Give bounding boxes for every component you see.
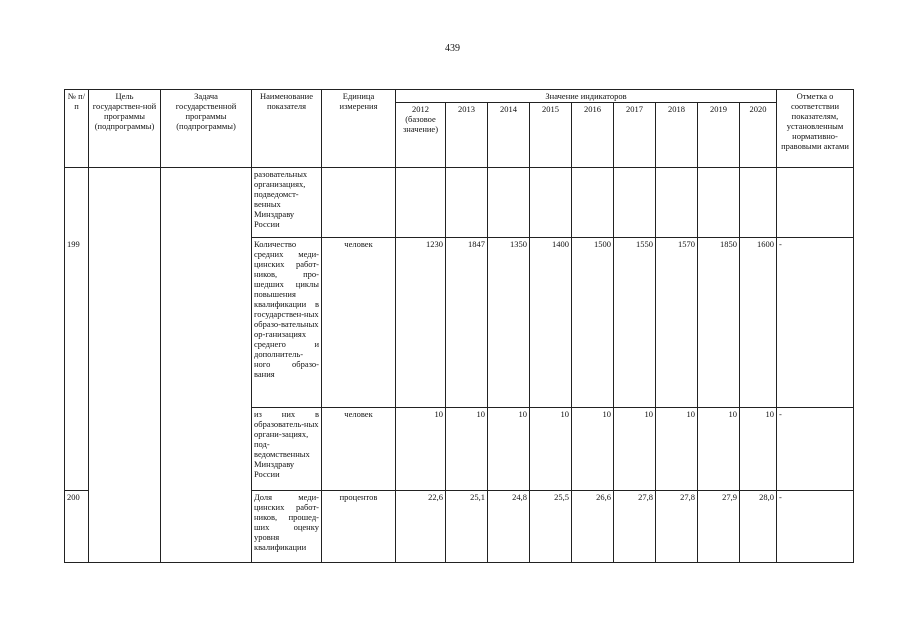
table-row [65,168,854,238]
unit-cell: человек [322,408,396,491]
value-cell: 1500 [572,238,614,408]
mark-cell [777,168,854,238]
header-year: 2019 [698,103,740,168]
value-cell: 10 [488,408,530,491]
header-year: 2020 [740,103,777,168]
value-cell [488,168,530,238]
header-unit: Единица измерения [322,90,396,168]
mark-cell: - [777,408,854,491]
indicators-table [64,89,854,563]
page-number: 439 [445,43,460,54]
value-cell: 10 [614,408,656,491]
value-cell: 1550 [614,238,656,408]
header-task: Задача государственной программы (подпрограммы) [161,90,252,168]
row-num [65,168,89,238]
value-cell: 10 [740,408,777,491]
value-cell: 1847 [446,238,488,408]
value-cell: 1230 [396,238,446,408]
indicator-name: Количество средних меди-цинских работ-ников, про-шедших циклы повышения квалификации в государствен-ных образо-вательных ор-ганизациях среднего и дополнитель-ного образо-вания [252,238,322,408]
value-cell [530,168,572,238]
header-year: 2018 [656,103,698,168]
header-year: 2013 [446,103,488,168]
mark-cell: - [777,238,854,408]
value-cell: 1850 [698,238,740,408]
value-cell: 1600 [740,238,777,408]
header-indicator: Наименование показателя [252,90,322,168]
value-cell [740,168,777,238]
value-cell: 26,6 [572,491,614,563]
value-cell: 1400 [530,238,572,408]
header-year: 2012 (базовое значение) [396,103,446,168]
value-cell: 10 [530,408,572,491]
value-cell [614,168,656,238]
value-cell [572,168,614,238]
value-cell: 22,6 [396,491,446,563]
value-cell: 25,5 [530,491,572,563]
header-year: 2014 [488,103,530,168]
header-values-group: Значение индикаторов [396,90,777,103]
value-cell: 1570 [656,238,698,408]
header-year: 2016 [572,103,614,168]
unit-cell: человек [322,238,396,408]
value-cell: 24,8 [488,491,530,563]
indicator-name: из них в образователь-ных органи-зациях, под-ведомственных Минздраву России [252,408,322,491]
value-cell: 10 [396,408,446,491]
mark-cell: - [777,491,854,563]
value-cell: 27,9 [698,491,740,563]
indicator-name: Доля меди-цинских работ-ников, прошед-ших оценку уровня квалификации [252,491,322,563]
goal-cell [89,168,161,563]
value-cell: 10 [446,408,488,491]
header-year: 2017 [614,103,656,168]
row-num [65,408,89,491]
header-goal: Цель государствен-ной программы (подпрограммы) [89,90,161,168]
value-cell [446,168,488,238]
value-cell [396,168,446,238]
header-num: № п/п [65,90,89,168]
header-year: 2015 [530,103,572,168]
value-cell: 25,1 [446,491,488,563]
unit-cell [322,168,396,238]
header-mark: Отметка о соответствии показателям, установленным нормативно-правовыми актами [777,90,854,168]
value-cell: 27,8 [614,491,656,563]
value-cell: 27,8 [656,491,698,563]
indicator-name: разовательных организациях, подведомст-венных Минздраву России [252,168,322,238]
row-num: 200 [65,491,89,563]
value-cell [656,168,698,238]
task-cell [161,168,252,563]
value-cell: 10 [572,408,614,491]
value-cell: 1350 [488,238,530,408]
row-num: 199 [65,238,89,408]
value-cell: 28,0 [740,491,777,563]
value-cell: 10 [698,408,740,491]
unit-cell: процентов [322,491,396,563]
value-cell: 10 [656,408,698,491]
value-cell [698,168,740,238]
